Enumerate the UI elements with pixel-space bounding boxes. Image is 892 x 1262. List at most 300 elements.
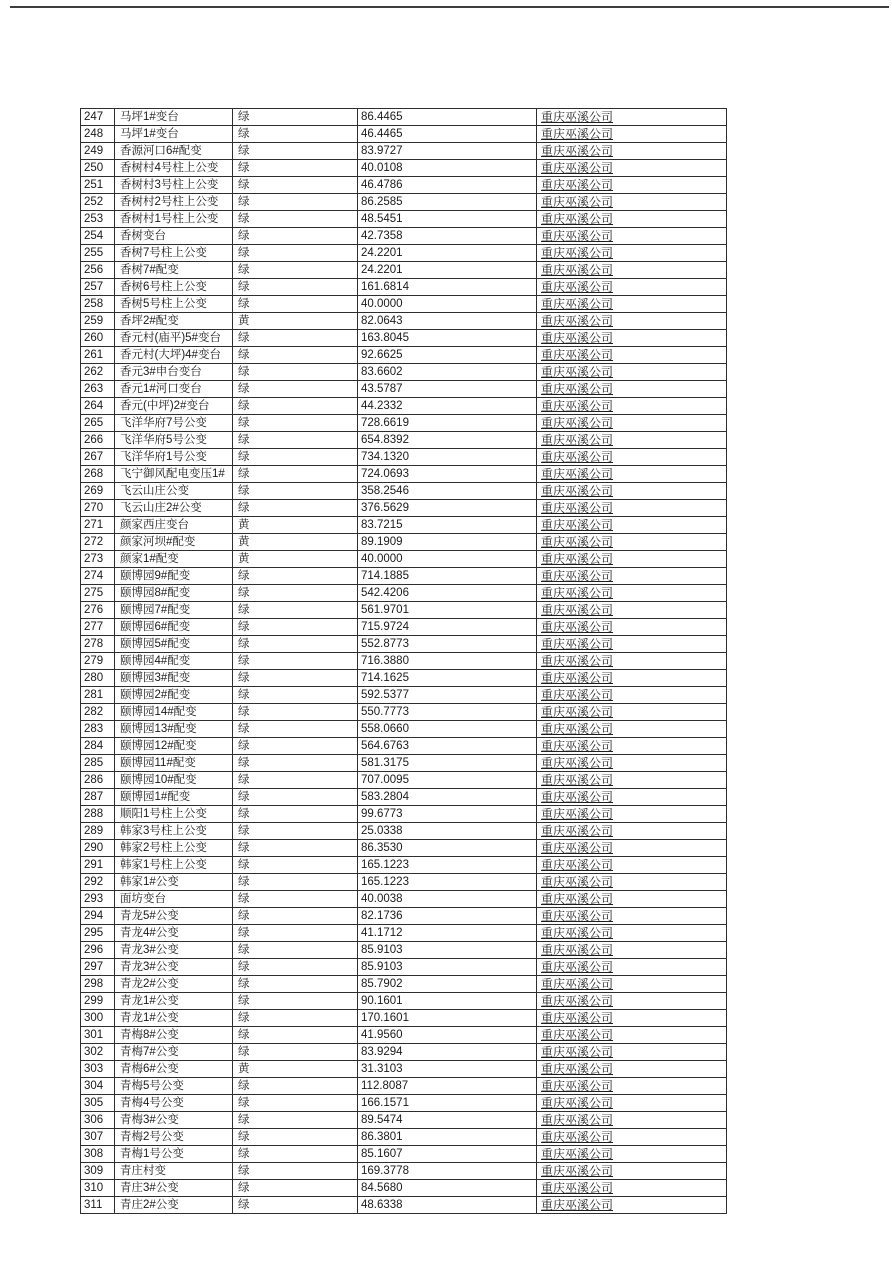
device-name-cell: 颐博园8#配变 bbox=[115, 585, 233, 602]
company-link[interactable]: 重庆巫溪公司 bbox=[541, 670, 614, 685]
company-cell bbox=[537, 534, 727, 551]
value-cell: 592.5377 bbox=[358, 687, 537, 704]
device-name-cell: 面坊变台 bbox=[115, 891, 233, 908]
company-cell bbox=[537, 1112, 727, 1129]
row-number-cell: 257 bbox=[81, 279, 115, 296]
company-link[interactable]: 重庆巫溪公司 bbox=[541, 1163, 614, 1178]
company-link[interactable]: 重庆巫溪公司 bbox=[541, 942, 614, 957]
table-row bbox=[81, 109, 727, 126]
row-number-cell: 306 bbox=[81, 1112, 115, 1129]
status-cell: 黄 bbox=[233, 534, 358, 551]
status-cell: 绿 bbox=[233, 1146, 358, 1163]
table-row bbox=[81, 364, 727, 381]
value-cell: 376.5629 bbox=[358, 500, 537, 517]
company-cell bbox=[537, 143, 727, 160]
company-link[interactable]: 重庆巫溪公司 bbox=[541, 551, 614, 566]
table-row bbox=[81, 415, 727, 432]
row-number-cell: 263 bbox=[81, 381, 115, 398]
company-link[interactable]: 重庆巫溪公司 bbox=[541, 381, 614, 396]
company-link[interactable]: 重庆巫溪公司 bbox=[541, 211, 614, 226]
device-name-cell: 青梅7#公变 bbox=[115, 1044, 233, 1061]
company-cell bbox=[537, 925, 727, 942]
company-cell bbox=[537, 415, 727, 432]
company-link[interactable]: 重庆巫溪公司 bbox=[541, 177, 614, 192]
value-cell: 40.0000 bbox=[358, 551, 537, 568]
device-name-cell: 青龙3#公变 bbox=[115, 942, 233, 959]
company-link[interactable]: 重庆巫溪公司 bbox=[541, 1146, 614, 1161]
company-cell bbox=[537, 602, 727, 619]
table-row bbox=[81, 143, 727, 160]
company-link[interactable]: 重庆巫溪公司 bbox=[541, 109, 614, 124]
device-name-cell: 青龙2#公变 bbox=[115, 976, 233, 993]
status-cell: 绿 bbox=[233, 619, 358, 636]
status-cell: 绿 bbox=[233, 109, 358, 126]
company-link[interactable]: 重庆巫溪公司 bbox=[541, 228, 614, 243]
status-cell: 绿 bbox=[233, 245, 358, 262]
value-cell: 83.7215 bbox=[358, 517, 537, 534]
value-cell: 161.6814 bbox=[358, 279, 537, 296]
table-row bbox=[81, 619, 727, 636]
company-link[interactable]: 重庆巫溪公司 bbox=[541, 823, 614, 838]
device-name-cell: 颐博园14#配变 bbox=[115, 704, 233, 721]
row-number-cell: 293 bbox=[81, 891, 115, 908]
company-cell bbox=[537, 670, 727, 687]
row-number-cell: 294 bbox=[81, 908, 115, 925]
status-cell: 绿 bbox=[233, 636, 358, 653]
status-cell: 绿 bbox=[233, 959, 358, 976]
row-number-cell: 283 bbox=[81, 721, 115, 738]
row-number-cell: 307 bbox=[81, 1129, 115, 1146]
device-name-cell: 颜家河坝#配变 bbox=[115, 534, 233, 551]
company-cell bbox=[537, 1163, 727, 1180]
company-cell bbox=[537, 177, 727, 194]
company-link[interactable]: 重庆巫溪公司 bbox=[541, 721, 614, 736]
row-number-cell: 259 bbox=[81, 313, 115, 330]
company-link[interactable]: 重庆巫溪公司 bbox=[541, 874, 614, 889]
table-row bbox=[81, 500, 727, 517]
device-name-cell: 青梅2号公变 bbox=[115, 1129, 233, 1146]
table-row bbox=[81, 704, 727, 721]
company-link[interactable]: 重庆巫溪公司 bbox=[541, 126, 614, 141]
company-link[interactable]: 重庆巫溪公司 bbox=[541, 143, 614, 158]
device-name-cell: 香元3#申台变台 bbox=[115, 364, 233, 381]
status-cell: 绿 bbox=[233, 432, 358, 449]
value-cell: 40.0000 bbox=[358, 296, 537, 313]
device-name-cell: 颐博园5#配变 bbox=[115, 636, 233, 653]
row-number-cell: 258 bbox=[81, 296, 115, 313]
company-link[interactable]: 重庆巫溪公司 bbox=[541, 925, 614, 940]
company-cell bbox=[537, 585, 727, 602]
table-row bbox=[81, 857, 727, 874]
company-cell bbox=[537, 755, 727, 772]
table-row bbox=[81, 1044, 727, 1061]
table-row bbox=[81, 1180, 727, 1197]
row-number-cell: 287 bbox=[81, 789, 115, 806]
status-cell: 绿 bbox=[233, 364, 358, 381]
row-number-cell: 247 bbox=[81, 109, 115, 126]
status-cell: 绿 bbox=[233, 160, 358, 177]
row-number-cell: 303 bbox=[81, 1061, 115, 1078]
company-link[interactable]: 重庆巫溪公司 bbox=[541, 1112, 614, 1127]
company-cell bbox=[537, 636, 727, 653]
company-link[interactable]: 重庆巫溪公司 bbox=[541, 585, 614, 600]
table-row bbox=[81, 1197, 727, 1214]
company-link[interactable]: 重庆巫溪公司 bbox=[541, 1010, 614, 1025]
row-number-cell: 295 bbox=[81, 925, 115, 942]
value-cell: 728.6619 bbox=[358, 415, 537, 432]
company-cell bbox=[537, 1078, 727, 1095]
device-name-cell: 青庄2#公变 bbox=[115, 1197, 233, 1214]
company-cell bbox=[537, 653, 727, 670]
device-name-cell: 颜家1#配变 bbox=[115, 551, 233, 568]
table-row bbox=[81, 670, 727, 687]
company-cell bbox=[537, 993, 727, 1010]
status-cell: 绿 bbox=[233, 330, 358, 347]
company-cell bbox=[537, 789, 727, 806]
value-cell: 734.1320 bbox=[358, 449, 537, 466]
value-cell: 86.4465 bbox=[358, 109, 537, 126]
row-number-cell: 275 bbox=[81, 585, 115, 602]
device-name-cell: 韩家1#公变 bbox=[115, 874, 233, 891]
row-number-cell: 270 bbox=[81, 500, 115, 517]
table-row bbox=[81, 636, 727, 653]
status-cell: 绿 bbox=[233, 993, 358, 1010]
company-cell bbox=[537, 551, 727, 568]
device-name-cell: 香元1#河口变台 bbox=[115, 381, 233, 398]
company-link[interactable]: 重庆巫溪公司 bbox=[541, 993, 614, 1008]
table-row bbox=[81, 1027, 727, 1044]
device-name-cell: 韩家2号柱上公变 bbox=[115, 840, 233, 857]
company-link[interactable]: 重庆巫溪公司 bbox=[541, 1061, 614, 1076]
company-link[interactable]: 重庆巫溪公司 bbox=[541, 1197, 614, 1212]
company-link[interactable]: 重庆巫溪公司 bbox=[541, 959, 614, 974]
company-link[interactable]: 重庆巫溪公司 bbox=[541, 738, 614, 753]
company-cell bbox=[537, 568, 727, 585]
table-row bbox=[81, 1010, 727, 1027]
company-cell bbox=[537, 381, 727, 398]
row-number-cell: 299 bbox=[81, 993, 115, 1010]
status-cell: 绿 bbox=[233, 500, 358, 517]
company-link[interactable]: 重庆巫溪公司 bbox=[541, 160, 614, 175]
transformer-status-table bbox=[80, 108, 727, 1214]
value-cell: 165.1223 bbox=[358, 874, 537, 891]
table-row bbox=[81, 551, 727, 568]
device-name-cell: 香树村1号柱上公变 bbox=[115, 211, 233, 228]
company-link[interactable]: 重庆巫溪公司 bbox=[541, 568, 614, 583]
company-link[interactable]: 重庆巫溪公司 bbox=[541, 1129, 614, 1144]
company-cell bbox=[537, 228, 727, 245]
company-cell bbox=[537, 1129, 727, 1146]
table-row bbox=[81, 721, 727, 738]
status-cell: 绿 bbox=[233, 602, 358, 619]
company-link[interactable]: 重庆巫溪公司 bbox=[541, 262, 614, 277]
status-cell: 绿 bbox=[233, 670, 358, 687]
value-cell: 583.2804 bbox=[358, 789, 537, 806]
value-cell: 581.3175 bbox=[358, 755, 537, 772]
device-name-cell: 香树村2号柱上公变 bbox=[115, 194, 233, 211]
company-link[interactable]: 重庆巫溪公司 bbox=[541, 347, 614, 362]
company-link[interactable]: 重庆巫溪公司 bbox=[541, 704, 614, 719]
device-name-cell: 香元村(大坪)4#变台 bbox=[115, 347, 233, 364]
company-link[interactable]: 重庆巫溪公司 bbox=[541, 755, 614, 770]
status-cell: 绿 bbox=[233, 755, 358, 772]
row-number-cell: 262 bbox=[81, 364, 115, 381]
status-cell: 绿 bbox=[233, 908, 358, 925]
table-row bbox=[81, 840, 727, 857]
device-name-cell: 青龙1#公变 bbox=[115, 1010, 233, 1027]
company-link[interactable]: 重庆巫溪公司 bbox=[541, 449, 614, 464]
company-link[interactable]: 重庆巫溪公司 bbox=[541, 296, 614, 311]
company-link[interactable]: 重庆巫溪公司 bbox=[541, 415, 614, 430]
value-cell: 724.0693 bbox=[358, 466, 537, 483]
company-cell bbox=[537, 959, 727, 976]
value-cell: 358.2546 bbox=[358, 483, 537, 500]
company-link[interactable]: 重庆巫溪公司 bbox=[541, 840, 614, 855]
device-name-cell: 香树变台 bbox=[115, 228, 233, 245]
company-link[interactable]: 重庆巫溪公司 bbox=[541, 517, 614, 532]
company-link[interactable]: 重庆巫溪公司 bbox=[541, 806, 614, 821]
device-name-cell: 飞云山庄公变 bbox=[115, 483, 233, 500]
status-cell: 绿 bbox=[233, 415, 358, 432]
value-cell: 542.4206 bbox=[358, 585, 537, 602]
value-cell: 86.3801 bbox=[358, 1129, 537, 1146]
company-link[interactable]: 重庆巫溪公司 bbox=[541, 687, 614, 702]
company-link[interactable]: 重庆巫溪公司 bbox=[541, 245, 614, 260]
table-row bbox=[81, 517, 727, 534]
status-cell: 绿 bbox=[233, 1180, 358, 1197]
table-row bbox=[81, 755, 727, 772]
row-number-cell: 304 bbox=[81, 1078, 115, 1095]
status-cell: 绿 bbox=[233, 296, 358, 313]
company-link[interactable]: 重庆巫溪公司 bbox=[541, 1180, 614, 1195]
company-link[interactable]: 重庆巫溪公司 bbox=[541, 772, 614, 787]
company-link[interactable]: 重庆巫溪公司 bbox=[541, 1044, 614, 1059]
company-link[interactable]: 重庆巫溪公司 bbox=[541, 653, 614, 668]
row-number-cell: 269 bbox=[81, 483, 115, 500]
device-name-cell: 青龙5#公变 bbox=[115, 908, 233, 925]
status-cell: 绿 bbox=[233, 925, 358, 942]
device-name-cell: 马坪1#变台 bbox=[115, 126, 233, 143]
company-cell bbox=[537, 211, 727, 228]
company-link[interactable]: 重庆巫溪公司 bbox=[541, 636, 614, 651]
table-row bbox=[81, 534, 727, 551]
status-cell: 绿 bbox=[233, 194, 358, 211]
company-link[interactable]: 重庆巫溪公司 bbox=[541, 330, 614, 345]
company-link[interactable]: 重庆巫溪公司 bbox=[541, 279, 614, 294]
table-row bbox=[81, 772, 727, 789]
value-cell: 165.1223 bbox=[358, 857, 537, 874]
company-cell bbox=[537, 704, 727, 721]
status-cell: 绿 bbox=[233, 772, 358, 789]
row-number-cell: 267 bbox=[81, 449, 115, 466]
row-number-cell: 251 bbox=[81, 177, 115, 194]
status-cell: 绿 bbox=[233, 143, 358, 160]
company-cell bbox=[537, 517, 727, 534]
row-number-cell: 273 bbox=[81, 551, 115, 568]
device-name-cell: 飞云山庄2#公变 bbox=[115, 500, 233, 517]
table-row bbox=[81, 908, 727, 925]
company-link[interactable]: 重庆巫溪公司 bbox=[541, 466, 614, 481]
status-cell: 黄 bbox=[233, 313, 358, 330]
row-number-cell: 282 bbox=[81, 704, 115, 721]
row-number-cell: 252 bbox=[81, 194, 115, 211]
value-cell: 83.6602 bbox=[358, 364, 537, 381]
value-cell: 163.8045 bbox=[358, 330, 537, 347]
status-cell: 绿 bbox=[233, 1095, 358, 1112]
value-cell: 46.4786 bbox=[358, 177, 537, 194]
company-link[interactable]: 重庆巫溪公司 bbox=[541, 891, 614, 906]
device-name-cell: 颐博园13#配变 bbox=[115, 721, 233, 738]
company-link[interactable]: 重庆巫溪公司 bbox=[541, 398, 614, 413]
device-name-cell: 青梅4号公变 bbox=[115, 1095, 233, 1112]
table-row bbox=[81, 568, 727, 585]
company-cell bbox=[537, 976, 727, 993]
table-row bbox=[81, 1078, 727, 1095]
row-number-cell: 268 bbox=[81, 466, 115, 483]
company-link[interactable]: 重庆巫溪公司 bbox=[541, 619, 614, 634]
device-name-cell: 青庄3#公变 bbox=[115, 1180, 233, 1197]
status-cell: 黄 bbox=[233, 1061, 358, 1078]
device-name-cell: 顺阳1号柱上公变 bbox=[115, 806, 233, 823]
value-cell: 714.1625 bbox=[358, 670, 537, 687]
status-cell: 绿 bbox=[233, 585, 358, 602]
status-cell: 绿 bbox=[233, 840, 358, 857]
table-row bbox=[81, 823, 727, 840]
company-link[interactable]: 重庆巫溪公司 bbox=[541, 976, 614, 991]
status-cell: 绿 bbox=[233, 738, 358, 755]
device-name-cell: 颐博园10#配变 bbox=[115, 772, 233, 789]
table-row bbox=[81, 653, 727, 670]
company-cell bbox=[537, 721, 727, 738]
table-body bbox=[81, 109, 727, 1214]
device-name-cell: 颐博园6#配变 bbox=[115, 619, 233, 636]
row-number-cell: 264 bbox=[81, 398, 115, 415]
company-link[interactable]: 重庆巫溪公司 bbox=[541, 194, 614, 209]
device-name-cell: 颐博园2#配变 bbox=[115, 687, 233, 704]
status-cell: 绿 bbox=[233, 942, 358, 959]
company-cell bbox=[537, 1095, 727, 1112]
company-link[interactable]: 重庆巫溪公司 bbox=[541, 908, 614, 923]
status-cell: 绿 bbox=[233, 1027, 358, 1044]
company-cell bbox=[537, 347, 727, 364]
row-number-cell: 279 bbox=[81, 653, 115, 670]
company-cell bbox=[537, 1010, 727, 1027]
company-link[interactable]: 重庆巫溪公司 bbox=[541, 534, 614, 549]
row-number-cell: 272 bbox=[81, 534, 115, 551]
value-cell: 561.9701 bbox=[358, 602, 537, 619]
status-cell: 绿 bbox=[233, 806, 358, 823]
company-cell bbox=[537, 245, 727, 262]
status-cell: 绿 bbox=[233, 381, 358, 398]
company-link[interactable]: 重庆巫溪公司 bbox=[541, 602, 614, 617]
table-row bbox=[81, 211, 727, 228]
row-number-cell: 249 bbox=[81, 143, 115, 160]
row-number-cell: 277 bbox=[81, 619, 115, 636]
company-cell bbox=[537, 1027, 727, 1044]
table-row bbox=[81, 194, 727, 211]
table-row bbox=[81, 432, 727, 449]
value-cell: 31.3103 bbox=[358, 1061, 537, 1078]
value-cell: 714.1885 bbox=[358, 568, 537, 585]
table-row bbox=[81, 347, 727, 364]
table-row bbox=[81, 381, 727, 398]
company-link[interactable]: 重庆巫溪公司 bbox=[541, 432, 614, 447]
device-name-cell: 颐博园7#配变 bbox=[115, 602, 233, 619]
device-name-cell: 香树村3号柱上公变 bbox=[115, 177, 233, 194]
company-cell bbox=[537, 500, 727, 517]
status-cell: 绿 bbox=[233, 398, 358, 415]
table-row bbox=[81, 1163, 727, 1180]
company-cell bbox=[537, 840, 727, 857]
value-cell: 558.0660 bbox=[358, 721, 537, 738]
row-number-cell: 310 bbox=[81, 1180, 115, 1197]
device-name-cell: 颐博园12#配变 bbox=[115, 738, 233, 755]
row-number-cell: 296 bbox=[81, 942, 115, 959]
device-name-cell: 香树5号柱上公变 bbox=[115, 296, 233, 313]
company-cell bbox=[537, 942, 727, 959]
value-cell: 86.2585 bbox=[358, 194, 537, 211]
status-cell: 绿 bbox=[233, 347, 358, 364]
row-number-cell: 298 bbox=[81, 976, 115, 993]
value-cell: 552.8773 bbox=[358, 636, 537, 653]
row-number-cell: 250 bbox=[81, 160, 115, 177]
status-cell: 绿 bbox=[233, 976, 358, 993]
table-row bbox=[81, 483, 727, 500]
status-cell: 绿 bbox=[233, 857, 358, 874]
device-name-cell: 青梅6#公变 bbox=[115, 1061, 233, 1078]
value-cell: 99.6773 bbox=[358, 806, 537, 823]
company-cell bbox=[537, 687, 727, 704]
company-cell bbox=[537, 262, 727, 279]
value-cell: 40.0108 bbox=[358, 160, 537, 177]
value-cell: 564.6763 bbox=[358, 738, 537, 755]
company-link[interactable]: 重庆巫溪公司 bbox=[541, 500, 614, 515]
table-row bbox=[81, 942, 727, 959]
company-cell bbox=[537, 1061, 727, 1078]
row-number-cell: 274 bbox=[81, 568, 115, 585]
table-row bbox=[81, 449, 727, 466]
company-link[interactable]: 重庆巫溪公司 bbox=[541, 313, 614, 328]
company-link[interactable]: 重庆巫溪公司 bbox=[541, 789, 614, 804]
status-cell: 绿 bbox=[233, 262, 358, 279]
company-link[interactable]: 重庆巫溪公司 bbox=[541, 1078, 614, 1093]
status-cell: 绿 bbox=[233, 466, 358, 483]
table-row bbox=[81, 228, 727, 245]
company-link[interactable]: 重庆巫溪公司 bbox=[541, 1095, 614, 1110]
device-name-cell: 青庄村变 bbox=[115, 1163, 233, 1180]
company-link[interactable]: 重庆巫溪公司 bbox=[541, 1027, 614, 1042]
company-cell bbox=[537, 1180, 727, 1197]
status-cell: 绿 bbox=[233, 687, 358, 704]
company-cell bbox=[537, 857, 727, 874]
table-row bbox=[81, 177, 727, 194]
value-cell: 41.9560 bbox=[358, 1027, 537, 1044]
company-link[interactable]: 重庆巫溪公司 bbox=[541, 857, 614, 872]
table-row bbox=[81, 1129, 727, 1146]
value-cell: 715.9724 bbox=[358, 619, 537, 636]
status-cell: 绿 bbox=[233, 789, 358, 806]
table-row bbox=[81, 789, 727, 806]
value-cell: 86.3530 bbox=[358, 840, 537, 857]
table-row bbox=[81, 262, 727, 279]
company-link[interactable]: 重庆巫溪公司 bbox=[541, 483, 614, 498]
device-name-cell: 颜家西庄变台 bbox=[115, 517, 233, 534]
value-cell: 90.1601 bbox=[358, 993, 537, 1010]
device-name-cell: 香树7#配变 bbox=[115, 262, 233, 279]
company-link[interactable]: 重庆巫溪公司 bbox=[541, 364, 614, 379]
status-cell: 绿 bbox=[233, 211, 358, 228]
value-cell: 166.1571 bbox=[358, 1095, 537, 1112]
